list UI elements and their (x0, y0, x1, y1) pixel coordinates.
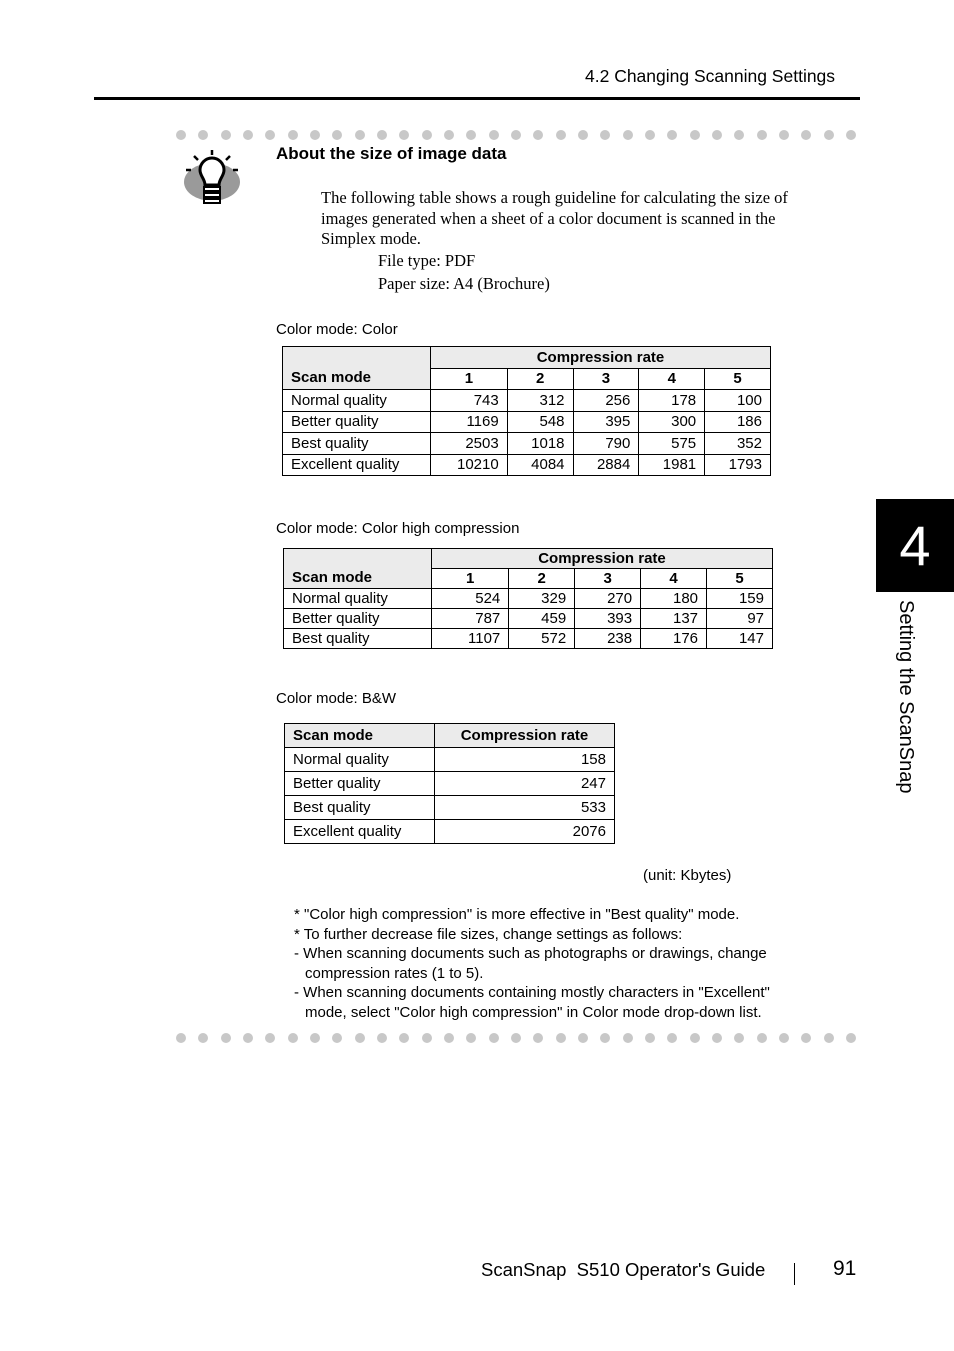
cell: 393 (575, 609, 641, 629)
rate-header: 2 (507, 368, 573, 390)
chapter-title-text: Setting the ScanSnap (895, 600, 917, 794)
cell: 159 (707, 589, 773, 609)
note-line: mode, select "Color high compression" in Color mode drop-down list. (305, 1003, 762, 1021)
table-color-high (283, 548, 773, 649)
separator-dot (310, 1033, 320, 1043)
caption-color-high: Color mode: Color high compression (276, 520, 520, 537)
table-row (284, 629, 773, 649)
separator-dot (511, 130, 521, 140)
caption-bw: Color mode: B&W (276, 690, 397, 707)
separator-dot (690, 130, 700, 140)
separator-dot (332, 130, 342, 140)
separator-dot (734, 1033, 744, 1043)
separator-dot (288, 1033, 298, 1043)
cell: 533 (435, 796, 615, 820)
col-scan-mode: Scan mode (284, 549, 432, 589)
separator-dot (399, 1033, 409, 1043)
header-rule (94, 97, 860, 100)
rate-header: 3 (573, 368, 639, 390)
row-label: Excellent quality (285, 820, 435, 844)
row-label: Best quality (284, 629, 432, 649)
table-row (283, 411, 771, 433)
table-bw (284, 723, 615, 844)
cell: 4084 (507, 454, 573, 476)
cell: 459 (509, 609, 575, 629)
separator-dot (221, 130, 231, 140)
separator-dot (332, 1033, 342, 1043)
separator-dot (265, 130, 275, 140)
cell: 743 (431, 390, 508, 412)
rate-header: 5 (707, 569, 773, 589)
separator-dot (444, 130, 454, 140)
separator-dot (422, 130, 432, 140)
cell: 1169 (431, 411, 508, 433)
chapter-tab-title (879, 600, 929, 830)
unit-note: (unit: Kbytes) (643, 867, 732, 884)
col-scan-mode: Scan mode (285, 724, 435, 748)
separator-dot (355, 130, 365, 140)
separator-dot (288, 130, 298, 140)
separator-dot (578, 1033, 588, 1043)
row-label: Best quality (283, 433, 431, 455)
note-line: - When scanning documents containing mostly characters in "Excellent" (294, 984, 770, 1001)
cell: 2076 (435, 820, 615, 844)
cell: 270 (575, 589, 641, 609)
separator-dot (310, 130, 320, 140)
note-line: * To further decrease file sizes, change settings as follows: (294, 925, 683, 943)
row-label: Normal quality (283, 390, 431, 412)
rate-header: 1 (432, 569, 509, 589)
dotted-separator-top (176, 129, 856, 141)
cell: 100 (705, 390, 771, 412)
cell: 524 (432, 589, 509, 609)
table-row (285, 820, 615, 844)
tip-conditions (378, 249, 550, 295)
table-row (284, 589, 773, 609)
separator-dot (623, 1033, 633, 1043)
footer-guide-title: ScanSnap S510 Operator's Guide (481, 1259, 766, 1280)
separator-dot (422, 1033, 432, 1043)
separator-dot (824, 1033, 834, 1043)
rate-header: 5 (705, 368, 771, 390)
row-label: Better quality (285, 772, 435, 796)
rate-header: 3 (575, 569, 641, 589)
cell: 329 (509, 589, 575, 609)
caption-color: Color mode: Color (276, 321, 398, 338)
cell: 575 (639, 433, 705, 455)
cell: 2884 (573, 454, 639, 476)
separator-dot (712, 1033, 722, 1043)
tip-title: About the size of image data (276, 144, 507, 163)
note-line: * "Color high compression" is more effective in "Best quality" mode. (294, 906, 740, 923)
separator-dot (779, 1033, 789, 1043)
table-row (283, 433, 771, 455)
separator-dot (511, 1033, 521, 1043)
separator-dot (846, 1033, 856, 1043)
separator-dot (556, 1033, 566, 1043)
cell: 178 (639, 390, 705, 412)
row-label: Normal quality (285, 748, 435, 772)
chapter-tab-number: 4 (876, 499, 954, 592)
cell: 312 (507, 390, 573, 412)
table-row (284, 609, 773, 629)
notes (294, 905, 770, 1022)
rate-header: 2 (509, 569, 575, 589)
cell: 256 (573, 390, 639, 412)
separator-dot (533, 130, 543, 140)
col-compression-rate: Compression rate (435, 724, 615, 748)
separator-dot (667, 130, 677, 140)
separator-dot (600, 130, 610, 140)
separator-dot (221, 1033, 231, 1043)
cell: 1981 (639, 454, 705, 476)
cell: 790 (573, 433, 639, 455)
cell: 147 (707, 629, 773, 649)
rate-header: 1 (431, 368, 508, 390)
cell: 137 (641, 609, 707, 629)
row-label: Best quality (285, 796, 435, 820)
separator-dot (556, 130, 566, 140)
row-label: Better quality (284, 609, 432, 629)
separator-dot (243, 1033, 253, 1043)
cell: 180 (641, 589, 707, 609)
cell: 247 (435, 772, 615, 796)
separator-dot (801, 130, 811, 140)
file-type: File type: PDF (378, 251, 476, 270)
cell: 1793 (705, 454, 771, 476)
table-color (282, 346, 771, 476)
row-label: Better quality (283, 411, 431, 433)
row-label: Normal quality (284, 589, 432, 609)
separator-dot (801, 1033, 811, 1043)
separator-dot (600, 1033, 610, 1043)
separator-dot (757, 1033, 767, 1043)
separator-dot (645, 1033, 655, 1043)
table-row (285, 772, 615, 796)
separator-dot (779, 130, 789, 140)
separator-dot (757, 130, 767, 140)
separator-dot (466, 130, 476, 140)
cell: 548 (507, 411, 573, 433)
separator-dot (533, 1033, 543, 1043)
cell: 2503 (431, 433, 508, 455)
separator-dot (846, 130, 856, 140)
separator-dot (176, 130, 186, 140)
separator-dot (377, 1033, 387, 1043)
separator-dot (198, 1033, 208, 1043)
table-row (285, 796, 615, 820)
cell: 1018 (507, 433, 573, 455)
rate-header: 4 (641, 569, 707, 589)
separator-dot (265, 1033, 275, 1043)
cell: 787 (432, 609, 509, 629)
note-line: - When scanning documents such as photographs or drawings, change (294, 945, 767, 962)
cell: 395 (573, 411, 639, 433)
separator-dot (489, 130, 499, 140)
col-compression-rate: Compression rate (432, 549, 773, 569)
separator-dot (645, 130, 655, 140)
separator-dot (489, 1033, 499, 1043)
separator-dot (824, 130, 834, 140)
cell: 186 (705, 411, 771, 433)
cell: 300 (639, 411, 705, 433)
separator-dot (176, 1033, 186, 1043)
running-header: 4.2 Changing Scanning Settings (585, 66, 836, 86)
separator-dot (355, 1033, 365, 1043)
col-compression-rate: Compression rate (431, 347, 771, 369)
cell: 10210 (431, 454, 508, 476)
note-line: compression rates (1 to 5). (305, 964, 484, 982)
col-scan-mode: Scan mode (283, 347, 431, 390)
paper-size: Paper size: A4 (Brochure) (378, 274, 550, 293)
separator-dot (734, 130, 744, 140)
cell: 352 (705, 433, 771, 455)
lightbulb-hint-icon (180, 148, 244, 212)
separator-dot (712, 130, 722, 140)
dotted-separator-bottom (176, 1032, 856, 1044)
cell: 176 (641, 629, 707, 649)
separator-dot (623, 130, 633, 140)
separator-dot (578, 130, 588, 140)
cell: 238 (575, 629, 641, 649)
table-row (283, 454, 771, 476)
separator-dot (377, 130, 387, 140)
separator-dot (444, 1033, 454, 1043)
separator-dot (399, 130, 409, 140)
page-number: 91 (833, 1257, 857, 1280)
table-row (285, 748, 615, 772)
separator-dot (690, 1033, 700, 1043)
cell: 158 (435, 748, 615, 772)
footer-divider (794, 1263, 795, 1285)
cell: 97 (707, 609, 773, 629)
cell: 1107 (432, 629, 509, 649)
separator-dot (198, 130, 208, 140)
tip-intro: The following table shows a rough guideline for calculating the size of images generated when a sheet of a color document is scanned in the Simplex mode. (321, 188, 788, 248)
separator-dot (466, 1033, 476, 1043)
rate-header: 4 (639, 368, 705, 390)
row-label: Excellent quality (283, 454, 431, 476)
separator-dot (667, 1033, 677, 1043)
cell: 572 (509, 629, 575, 649)
table-row (283, 390, 771, 412)
separator-dot (243, 130, 253, 140)
